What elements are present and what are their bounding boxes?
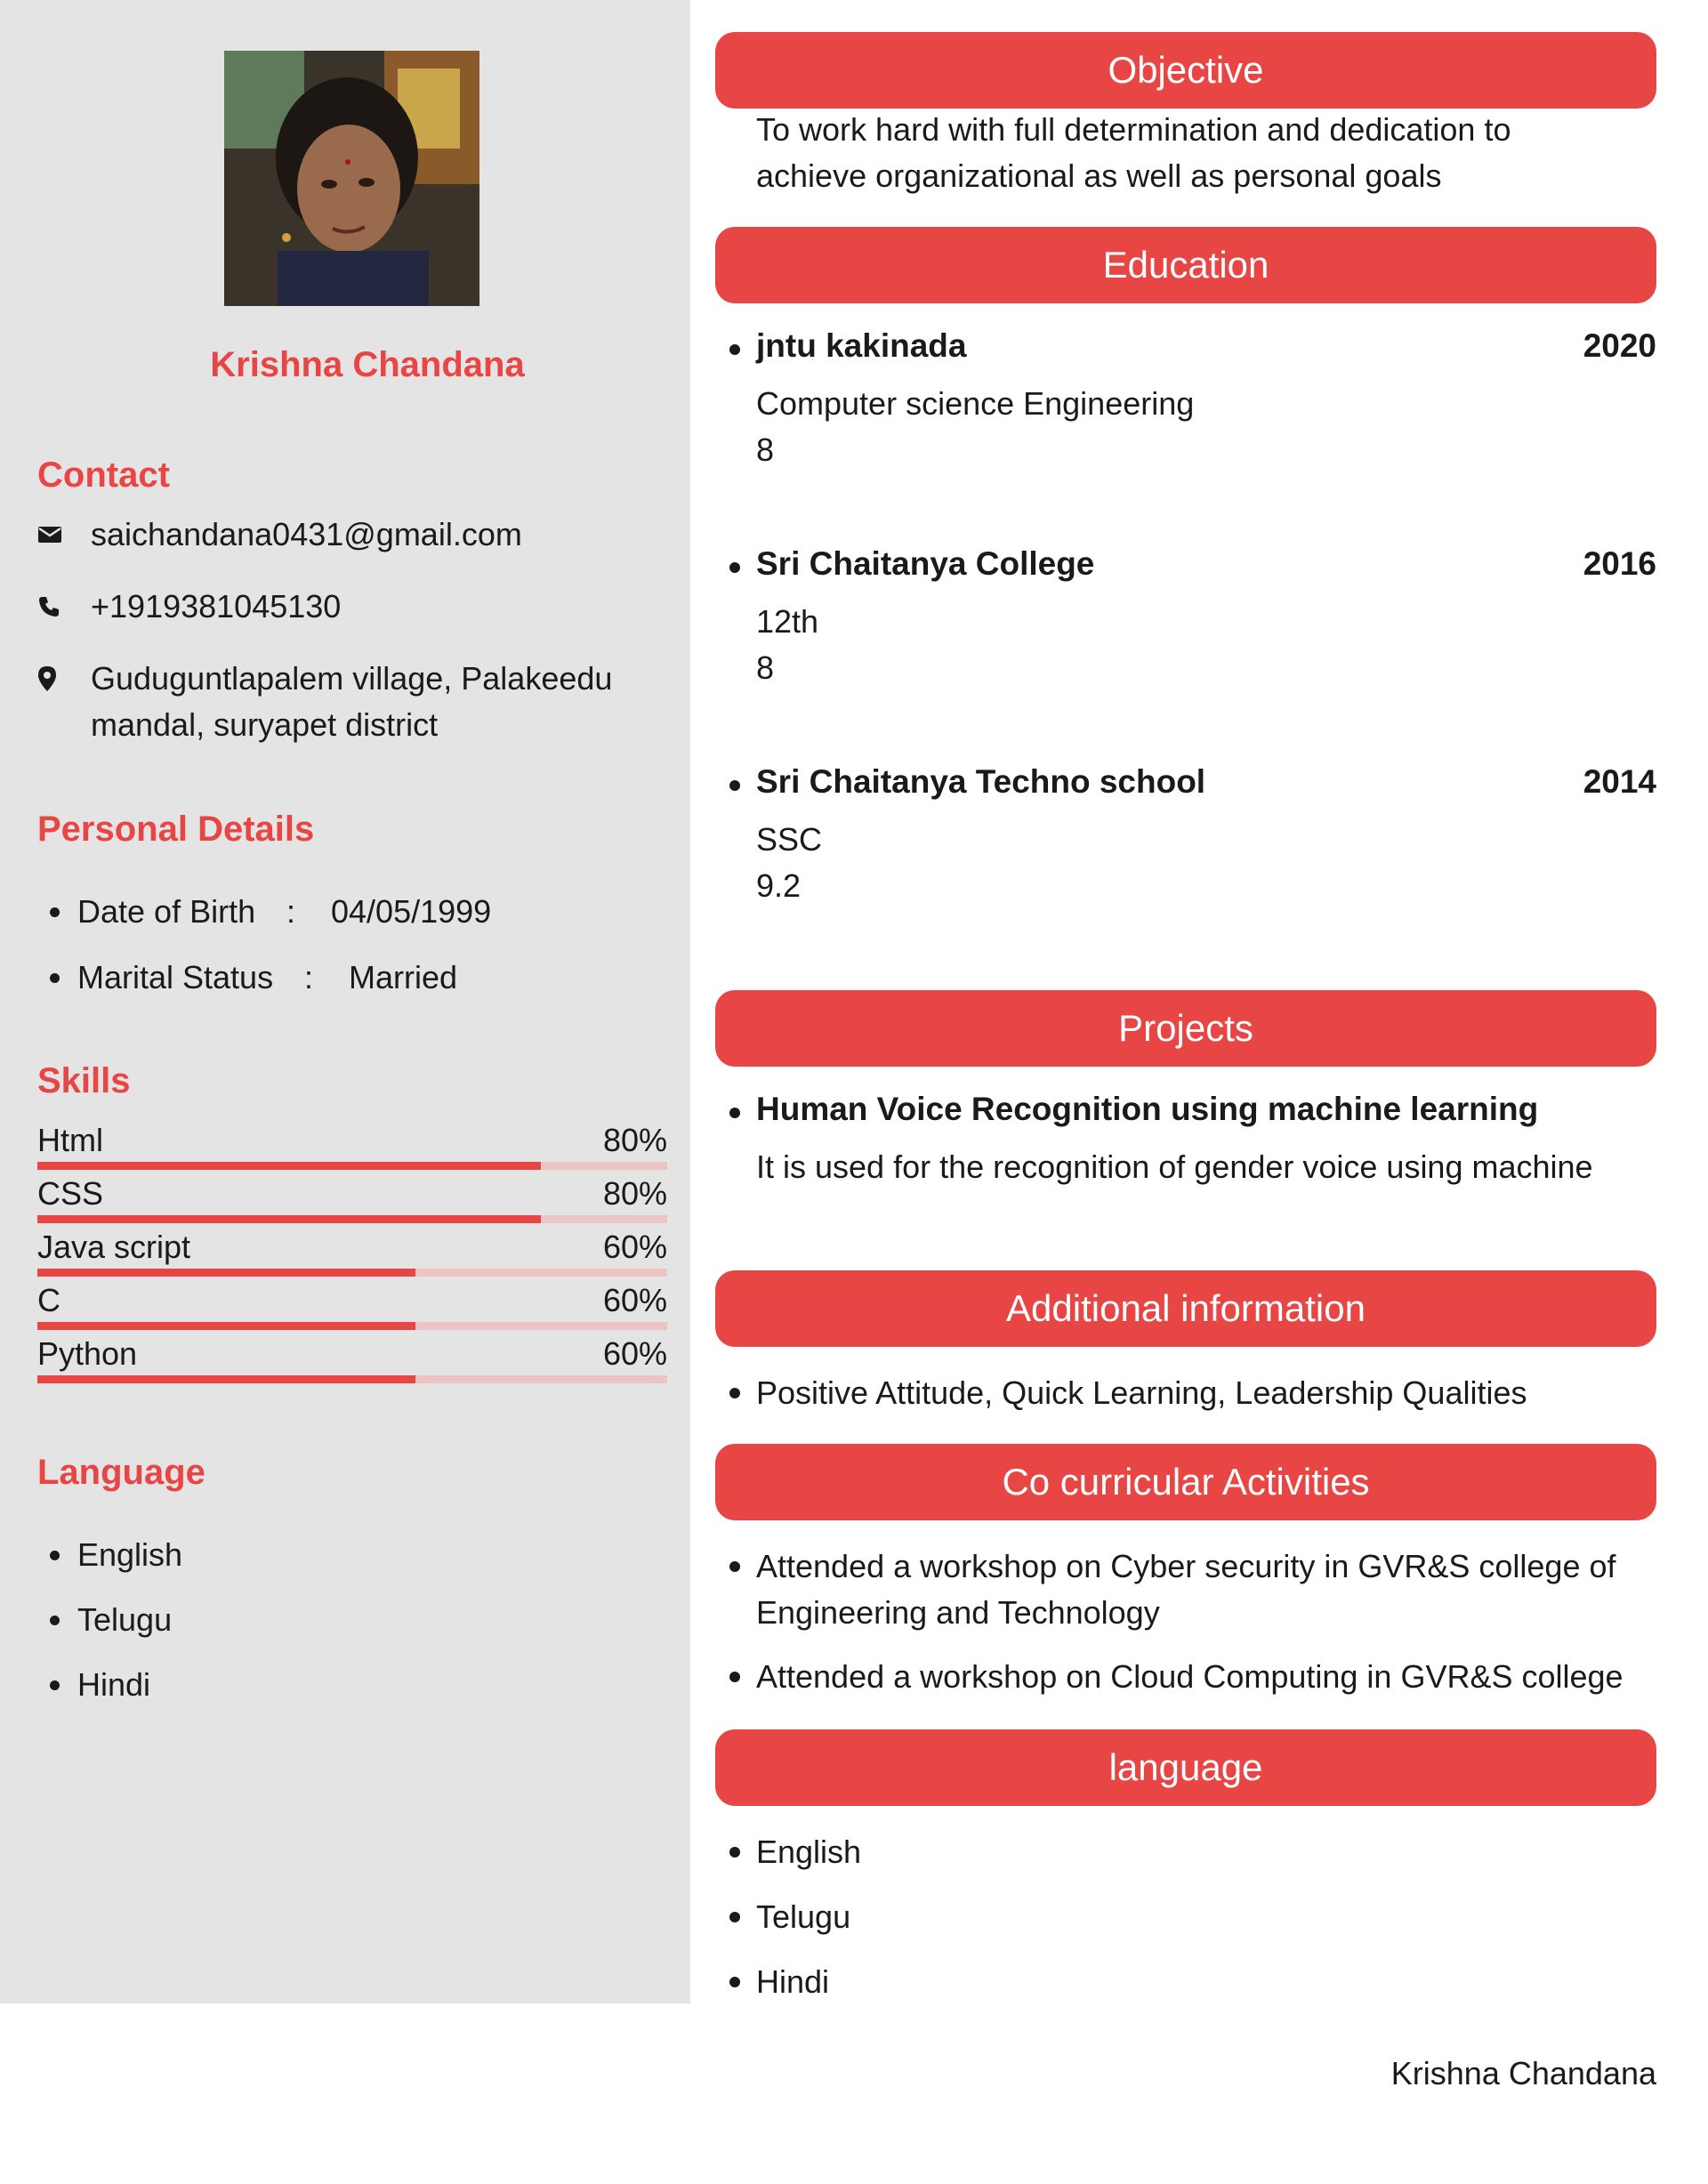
profile-photo-image — [224, 51, 479, 306]
bullet-icon — [729, 780, 740, 791]
contact-address-row — [37, 656, 660, 748]
personal-marital-value: Married — [349, 959, 458, 995]
bullet-icon — [729, 1672, 740, 1682]
cocurricular-item-1-line-1: Attended a workshop on Cyber security in GVR&S college of — [756, 1548, 1616, 1584]
skill-percent: 60% — [602, 1282, 667, 1318]
contact-heading: Contact — [37, 455, 170, 495]
skill-bar-track — [37, 1215, 667, 1223]
skill-percent: 80% — [602, 1122, 667, 1158]
skill-percent: 60% — [602, 1335, 667, 1372]
project-title: Human Voice Recognition using machine learning — [756, 1091, 1539, 1127]
education-course: SSC — [756, 821, 823, 858]
contact-email[interactable]: saichandana0431@gmail.com — [91, 516, 522, 552]
main-language-heading: language — [715, 1729, 1656, 1806]
skill-percent: 80% — [602, 1175, 667, 1212]
skill-bar-track — [37, 1322, 667, 1330]
bullet-icon — [729, 1108, 740, 1118]
cocurricular-item-2: Attended a workshop on Cloud Computing in GVR&S college — [756, 1658, 1623, 1695]
skill-row — [37, 1281, 667, 1330]
skill-bar-fill — [37, 1162, 541, 1170]
bullet-icon — [50, 1616, 60, 1625]
education-course: 12th — [756, 603, 819, 640]
personal-marital-separator: : — [304, 959, 314, 995]
personal-marital-label: Marital Status — [77, 959, 274, 995]
skill-row — [37, 1334, 667, 1383]
education-institution: jntu kakinada — [756, 327, 967, 364]
skill-bar-track — [37, 1162, 667, 1170]
projects-heading: Projects — [715, 990, 1656, 1067]
skills-heading: Skills — [37, 1061, 131, 1100]
objective-line-2: achieve organizational as well as personal goals — [756, 157, 1442, 194]
sidebar — [0, 0, 690, 2003]
language-heading: Language — [37, 1453, 205, 1492]
skill-row — [37, 1228, 667, 1277]
education-score: 8 — [756, 431, 775, 468]
bullet-icon — [729, 1561, 740, 1572]
personal-dob-value: 04/05/1999 — [331, 893, 492, 930]
project-description: It is used for the recognition of gender voice using machine — [756, 1148, 1593, 1185]
footer-signature: Krishna Chandana — [1390, 2055, 1656, 2091]
bullet-icon — [729, 344, 740, 355]
skill-bar-track — [37, 1269, 667, 1277]
email-icon — [37, 512, 91, 558]
education-score: 9.2 — [756, 867, 802, 904]
education-institution: Sri Chaitanya Techno school — [756, 763, 1206, 800]
contact-phone-row — [37, 584, 660, 630]
phone-icon — [37, 584, 91, 630]
bullet-icon — [729, 1847, 740, 1858]
skill-bar-fill — [37, 1215, 541, 1223]
education-score: 8 — [756, 649, 775, 686]
main-language-item: Telugu — [756, 1898, 851, 1935]
personal-dob-row — [50, 893, 491, 931]
education-year: 2016 — [1583, 545, 1656, 582]
main-language-item: Hindi — [756, 1963, 830, 2000]
skill-name: Python — [37, 1335, 138, 1372]
skill-bar-fill — [37, 1269, 415, 1277]
skill-row — [37, 1174, 667, 1223]
additional-info-text: Positive Attitude, Quick Learning, Leadership Qualities — [756, 1374, 1527, 1411]
bullet-icon — [729, 1912, 740, 1922]
bullet-icon — [729, 1388, 740, 1398]
education-institution: Sri Chaitanya College — [756, 545, 1095, 582]
language-item — [50, 1601, 172, 1639]
language-item-label: Hindi — [77, 1666, 151, 1703]
bullet-icon — [50, 973, 60, 983]
skill-name: CSS — [37, 1175, 104, 1212]
skill-name: Html — [37, 1122, 103, 1158]
location-pin-icon — [37, 656, 91, 702]
objective-line-1: To work hard with full determination and dedication to — [756, 111, 1511, 148]
profile-name: Krishna Chandana — [210, 345, 525, 384]
personal-marital-row — [50, 959, 457, 996]
personal-dob-separator: : — [286, 893, 296, 930]
bullet-icon — [50, 1680, 60, 1690]
cocurricular-item-1-line-2: Engineering and Technology — [756, 1594, 1160, 1631]
contact-phone[interactable]: +1919381045130 — [91, 588, 342, 625]
language-item-label: English — [77, 1536, 183, 1573]
bullet-icon — [729, 562, 740, 573]
personal-details-heading: Personal Details — [37, 810, 315, 849]
skill-percent: 60% — [602, 1229, 667, 1265]
bullet-icon — [50, 907, 60, 917]
skill-name: C — [37, 1282, 60, 1318]
education-year: 2020 — [1583, 327, 1656, 364]
skill-bar-track — [37, 1375, 667, 1383]
skill-row — [37, 1121, 667, 1170]
bullet-icon — [729, 1977, 740, 1987]
cocurricular-heading: Co curricular Activities — [715, 1444, 1656, 1520]
contact-email-row — [37, 512, 660, 558]
language-item — [50, 1536, 182, 1574]
skill-bar-fill — [37, 1375, 415, 1383]
objective-heading: Objective — [715, 32, 1656, 109]
language-item — [50, 1666, 150, 1704]
education-heading: Education — [715, 227, 1656, 303]
additional-info-heading: Additional information — [715, 1270, 1656, 1347]
skill-bar-fill — [37, 1322, 415, 1330]
language-item-label: Telugu — [77, 1601, 173, 1638]
contact-address: Guduguntlapalem village, Palakeedu mandal, suryapet district — [91, 660, 613, 743]
education-year: 2014 — [1583, 763, 1656, 800]
skill-name: Java script — [37, 1229, 191, 1265]
bullet-icon — [50, 1551, 60, 1560]
education-course: Computer science Engineering — [756, 385, 1195, 422]
personal-dob-label: Date of Birth — [77, 893, 256, 930]
profile-photo — [224, 51, 479, 306]
main-language-item: English — [756, 1833, 862, 1870]
